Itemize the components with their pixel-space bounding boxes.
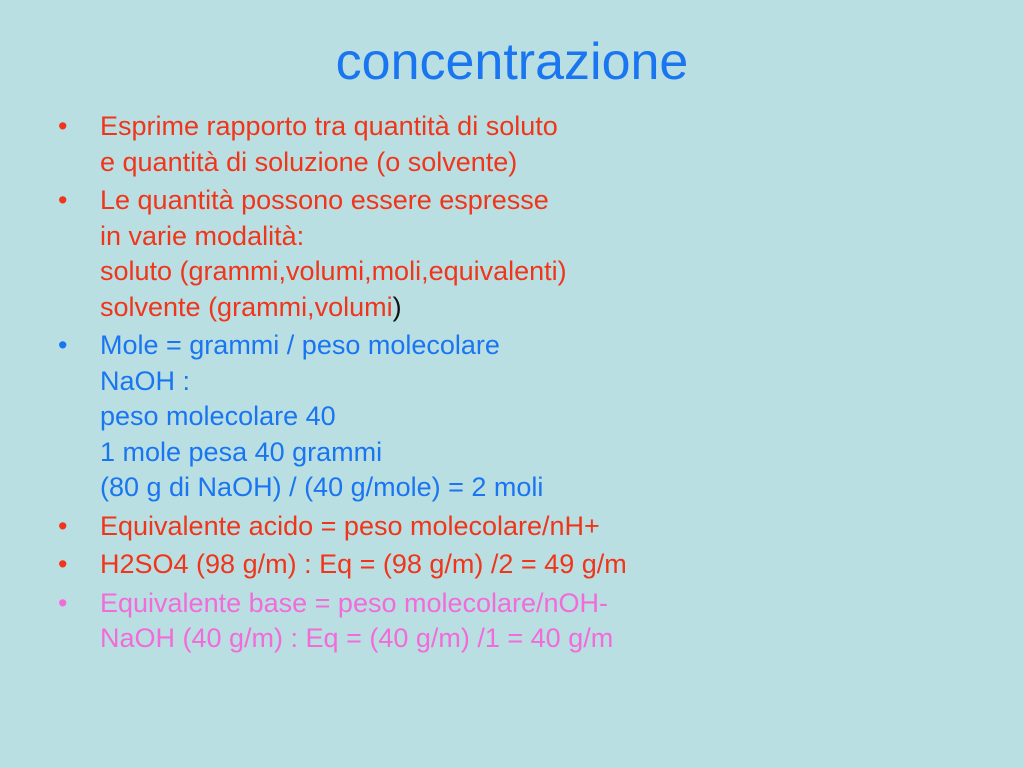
bullet-line: soluto (grammi,volumi,moli,equivalenti) bbox=[100, 256, 567, 286]
bullet-line-solvent bbox=[100, 290, 998, 326]
bullet-icon: • bbox=[58, 185, 68, 215]
bullet-icon: • bbox=[58, 587, 68, 618]
bullet-icon: • bbox=[58, 330, 68, 360]
bullet-icon: • bbox=[58, 510, 68, 541]
bullet-icon: • bbox=[58, 111, 68, 141]
bullet-line: NaOH : bbox=[100, 365, 191, 396]
bullet-concentration-definition bbox=[58, 109, 998, 180]
bullet-line: e quantità di soluzione (o solvente) bbox=[100, 146, 518, 177]
bullet-line: peso molecolare 40 bbox=[100, 401, 336, 431]
bullet-base-equivalent bbox=[58, 586, 998, 657]
bullet-line: (80 g di NaOH) / (40 g/mole) = 2 moli bbox=[100, 472, 544, 502]
bullet-quantity-modes bbox=[58, 183, 998, 325]
bullet-line: 1 mole pesa 40 grammi bbox=[100, 436, 383, 467]
bullet-mole-definition bbox=[58, 328, 998, 506]
bullet-line: NaOH (40 g/m) : Eq = (40 g/m) /1 = 40 g/m bbox=[100, 623, 614, 653]
bullet-line: in varie modalità: bbox=[100, 220, 305, 251]
bullet-h2so4-example bbox=[58, 547, 998, 583]
bullet-line: Esprime rapporto tra quantità di soluto bbox=[100, 111, 558, 141]
slide-title: concentrazione bbox=[335, 33, 689, 91]
bullet-line: Le quantità possono essere espresse bbox=[100, 185, 549, 215]
closing-parenthesis: ) bbox=[392, 291, 402, 322]
bullet-acid-equivalent bbox=[58, 509, 998, 545]
bullet-icon: • bbox=[58, 549, 68, 579]
bullet-line: Equivalente base = peso molecolare/nOH- bbox=[100, 587, 609, 618]
solvent-text: solvente (grammi,volumi bbox=[100, 291, 393, 322]
bullet-line: Mole = grammi / peso molecolare bbox=[100, 330, 500, 360]
bullet-line: H2SO4 (98 g/m) : Eq = (98 g/m) /2 = 49 g/m bbox=[100, 549, 627, 579]
bullet-line: Equivalente acido = peso molecolare/nH+ bbox=[100, 510, 600, 541]
bullet-list bbox=[58, 109, 998, 660]
